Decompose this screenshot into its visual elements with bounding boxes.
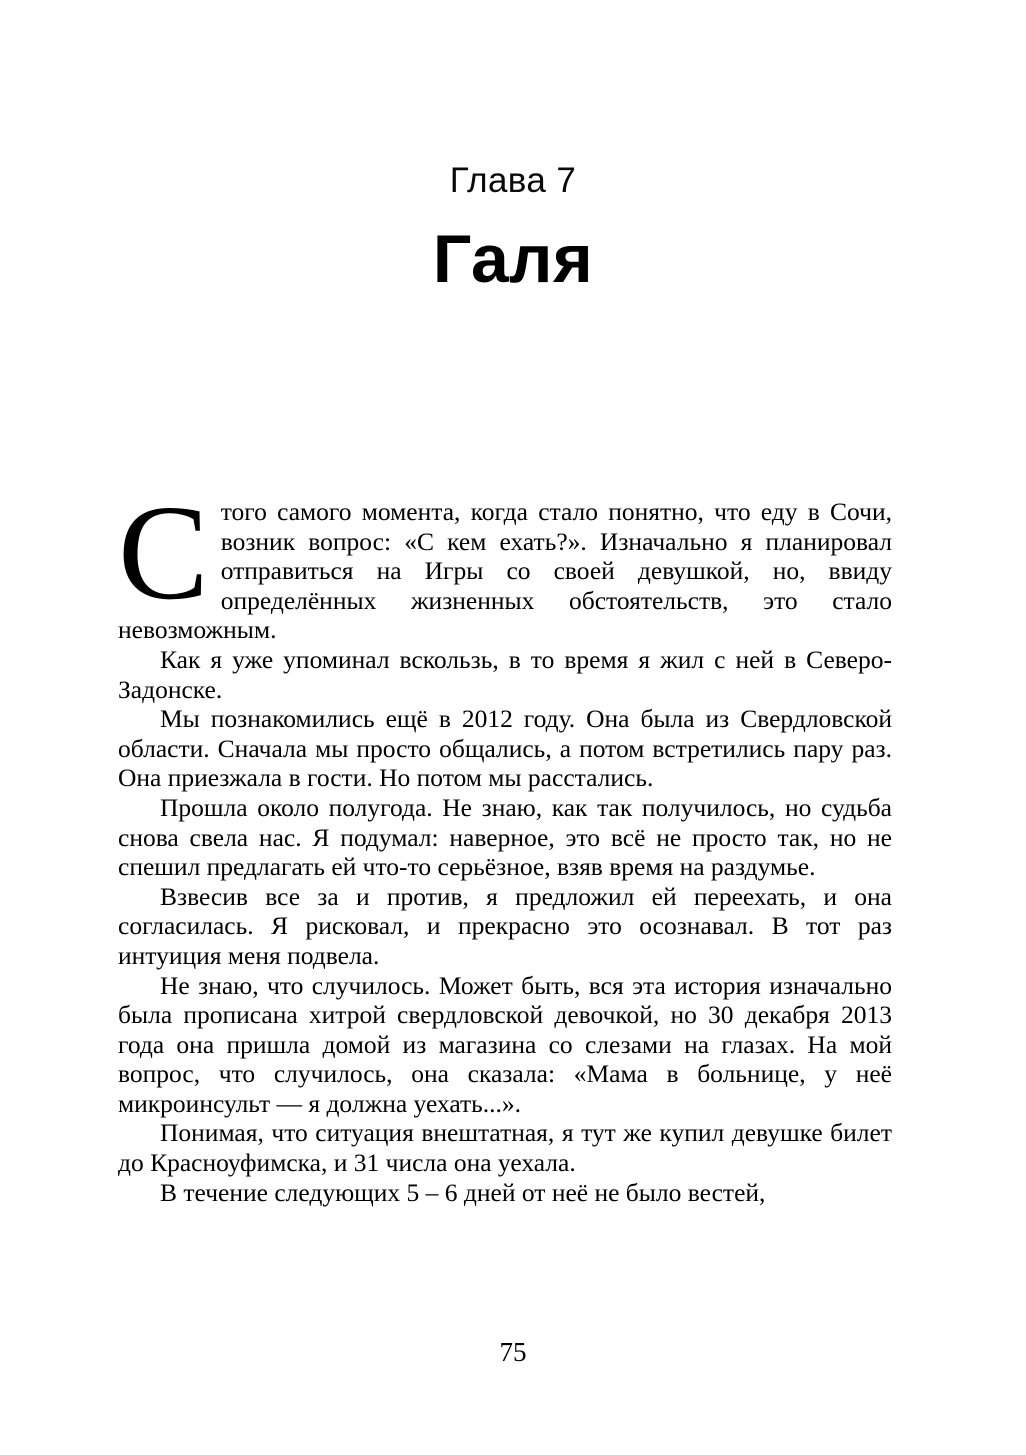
drop-cap: С (118, 478, 209, 628)
body-paragraph (118, 1178, 892, 1208)
body-paragraph (118, 704, 892, 793)
paragraph-text: Прошла около полугода. Не знаю, как так получилось, но судьба снова свела нас. Я подумал: наверное, это всё не просто так, но не спешил предлагать ей что-то серьёзное, взяв время на раздумье. (118, 792, 892, 882)
chapter-number-label: Глава 7 (449, 161, 577, 200)
paragraph-text: Взвесив все за и против, я предложил ей переехать, и она согласилась. Я рисковал, и прекрасно это осознавал. В тот раз интуиция меня подвела. (118, 881, 892, 970)
paragraph-text: Как я уже упоминал вскользь, в то время я жил с ней в Северо-Задонске. (118, 644, 892, 704)
paragraph-text: Понимая, что ситуация внештатная, я тут же купил девушке билет до Красноуфимска, и 31 числа она уехала. (118, 1118, 892, 1178)
chapter-heading (0, 160, 1026, 298)
body-paragraph (118, 971, 892, 1119)
body-text-column (118, 478, 892, 1207)
paragraph-text: Не знаю, что случилось. Может быть, вся эта история изначально была прописана хитрой свердловской девочкой, но 30 декабря 2013 года она пришла домой из магазина со слезами на глазах. На мой вопрос, что случилось, она сказала: «Мама в больнице, у неё микроинсульт — я должна уехать...». (118, 970, 892, 1118)
body-paragraph (118, 645, 892, 704)
paragraph-text: того самого момента, когда стало понятно, что еду в Сочи, возник вопрос: «С кем ехать?». Изначально я планировал отправиться на Игры со своей девушкой, но, ввиду определённых жизненных обстоятельств, это стало невозможным. (118, 497, 892, 645)
paragraph-text: Мы познакомились ещё в 2012 году. Она была из Свердловской области. Сначала мы просто общались, а потом встретились пару раз. Она приезжала в гости. Но потом мы расстались. (118, 704, 892, 793)
body-paragraph (118, 882, 892, 971)
body-paragraph (118, 1118, 892, 1177)
body-paragraph (118, 793, 892, 882)
chapter-title: Галя (432, 221, 594, 297)
body-paragraph (118, 478, 892, 645)
paragraph-text: В течение следующих 5 – 6 дней от неё не было вестей, (160, 1177, 766, 1207)
page-number: 75 (499, 1337, 527, 1367)
